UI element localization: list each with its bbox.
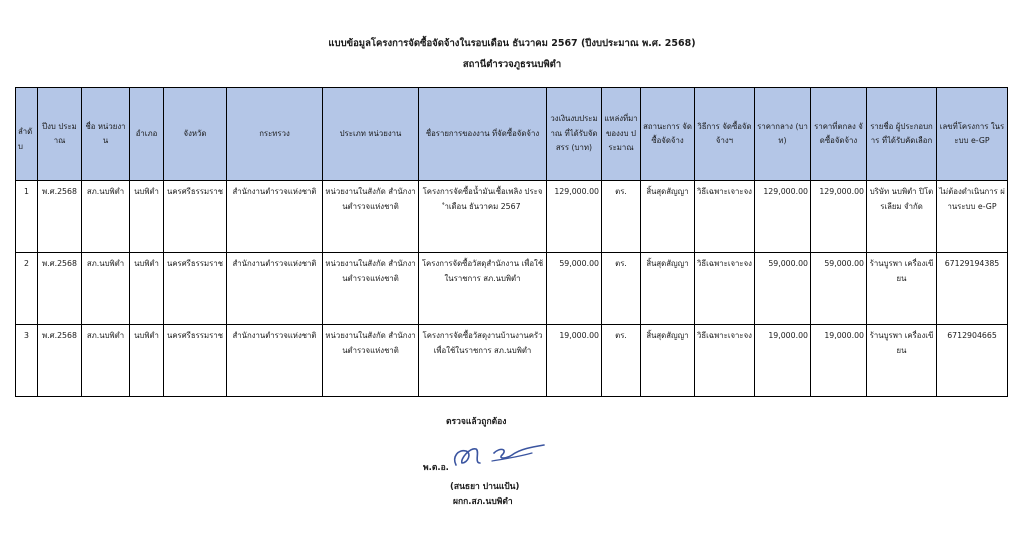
cell-ministry: สำนักงานตำรวจแห่งชาติ [227, 253, 323, 325]
column-header-item: ชื่อรายการของงาน ที่จัดซื้อจัดจ้าง [419, 88, 547, 181]
cell-no: 1 [16, 181, 38, 253]
column-header-method: วิธีการ จัดซื้อจัดจ้างฯ [695, 88, 755, 181]
cell-agency-type: หน่วยงานในสังกัด สำนักงานตำรวจแห่งชาติ [323, 253, 419, 325]
cell-ministry: สำนักงานตำรวจแห่งชาติ [227, 325, 323, 397]
cell-agency: สภ.นบพิตำ [82, 253, 130, 325]
column-header-egp-no: เลขที่โครงการ ในระบบ e-GP [937, 88, 1008, 181]
signer-position: ผกก.สภ.นบพิตำ [453, 497, 513, 507]
cell-status: สิ้นสุดสัญญา [641, 181, 695, 253]
cell-method: วิธีเฉพาะเจาะจง [695, 325, 755, 397]
cell-source: ตร. [602, 181, 641, 253]
cell-agreed-price: 129,000.00 [811, 181, 867, 253]
column-header-source: แหล่งที่มา ของงบ ประมาณ [602, 88, 641, 181]
cell-item: โครงการจัดซื้อวัสดุสำนักงาน เพื่อใช้ในราชการ สภ.นบพิตำ [419, 253, 547, 325]
column-header-agency-type: ประเภท หน่วยงาน [323, 88, 419, 181]
cell-province: นครศรีธรรมราช [164, 325, 227, 397]
cell-item: โครงการจัดซื้อวัสดุงานบ้านงานครัว เพื่อใช้ในราชการ สภ.นบพิตำ [419, 325, 547, 397]
column-header-district: อำเภอ [130, 88, 164, 181]
cell-source: ตร. [602, 325, 641, 397]
column-header-no: ลำดับ [16, 88, 38, 181]
handwritten-signature [448, 437, 548, 473]
cell-year: พ.ศ.2568 [38, 253, 82, 325]
column-header-vendor: รายชื่อ ผู้ประกอบการ ที่ได้รับคัดเลือก [867, 88, 937, 181]
procurement-table [15, 87, 1008, 397]
cell-year: พ.ศ.2568 [38, 325, 82, 397]
cell-egp-no: 6712904665 [937, 325, 1008, 397]
cell-agency-type: หน่วยงานในสังกัด สำนักงานตำรวจแห่งชาติ [323, 181, 419, 253]
cell-method: วิธีเฉพาะเจาะจง [695, 253, 755, 325]
cell-province: นครศรีธรรมราช [164, 181, 227, 253]
column-header-agreed-price: ราคาที่ตกลง จัดซื้อจัดจ้าง [811, 88, 867, 181]
cell-budget: 59,000.00 [547, 253, 602, 325]
cell-district: นบพิตำ [130, 325, 164, 397]
cell-median-price: 59,000.00 [755, 253, 811, 325]
cell-agency-type: หน่วยงานในสังกัด สำนักงานตำรวจแห่งชาติ [323, 325, 419, 397]
table-row [16, 253, 1008, 325]
cell-item: โครงการจัดซื้อน้ำมันเชื้อเพลิง ประจำเดือน ธันวาคม 2567 [419, 181, 547, 253]
cell-vendor: ร้านบูรพา เครื่องเขียน [867, 253, 937, 325]
cell-agency: สภ.นบพิตำ [82, 325, 130, 397]
cell-egp-no: ไม่ต้องดำเนินการ ผ่านระบบ e-GP [937, 181, 1008, 253]
column-header-province: จังหวัด [164, 88, 227, 181]
column-header-agency: ชื่อ หน่วยงาน [82, 88, 130, 181]
cell-no: 3 [16, 325, 38, 397]
cell-district: นบพิตำ [130, 181, 164, 253]
cell-province: นครศรีธรรมราช [164, 253, 227, 325]
column-header-ministry: กระทรวง [227, 88, 323, 181]
cell-district: นบพิตำ [130, 253, 164, 325]
column-header-status: สถานะการ จัดซื้อจัดจ้าง [641, 88, 695, 181]
cell-no: 2 [16, 253, 38, 325]
cell-agreed-price: 59,000.00 [811, 253, 867, 325]
cell-ministry: สำนักงานตำรวจแห่งชาติ [227, 181, 323, 253]
cell-source: ตร. [602, 253, 641, 325]
column-header-budget: วงเงินงบประมาณ ที่ได้รับจัดสรร (บาท) [547, 88, 602, 181]
table-header-row [16, 88, 1008, 181]
table-row [16, 181, 1008, 253]
cell-status: สิ้นสุดสัญญา [641, 325, 695, 397]
document-title: แบบข้อมูลโครงการจัดซื้อจัดจ้างในรอบเดือน ธันวาคม 2567 (ปีงบประมาณ พ.ศ. 2568) [328, 38, 696, 49]
signer-rank: พ.ต.อ. [423, 463, 449, 473]
signer-name: (สนธยา ปานแป้น) [450, 482, 520, 492]
document-subtitle: สถานีตำรวจภูธรนบพิตำ [462, 59, 562, 70]
cell-status: สิ้นสุดสัญญา [641, 253, 695, 325]
cell-budget: 129,000.00 [547, 181, 602, 253]
cell-method: วิธีเฉพาะเจาะจง [695, 181, 755, 253]
table-row [16, 325, 1008, 397]
cell-egp-no: 67129194385 [937, 253, 1008, 325]
cell-median-price: 19,000.00 [755, 325, 811, 397]
verified-label: ตรวจแล้วถูกต้อง [446, 417, 507, 427]
cell-vendor: ร้านบูรพา เครื่องเขียน [867, 325, 937, 397]
cell-agreed-price: 19,000.00 [811, 325, 867, 397]
cell-vendor: บริษัท นบพิตำ ปิโตรเลียม จำกัด [867, 181, 937, 253]
cell-year: พ.ศ.2568 [38, 181, 82, 253]
column-header-year: ปีงบ ประมาณ [38, 88, 82, 181]
cell-median-price: 129,000.00 [755, 181, 811, 253]
cell-agency: สภ.นบพิตำ [82, 181, 130, 253]
column-header-median-price: ราคากลาง (บาท) [755, 88, 811, 181]
cell-budget: 19,000.00 [547, 325, 602, 397]
